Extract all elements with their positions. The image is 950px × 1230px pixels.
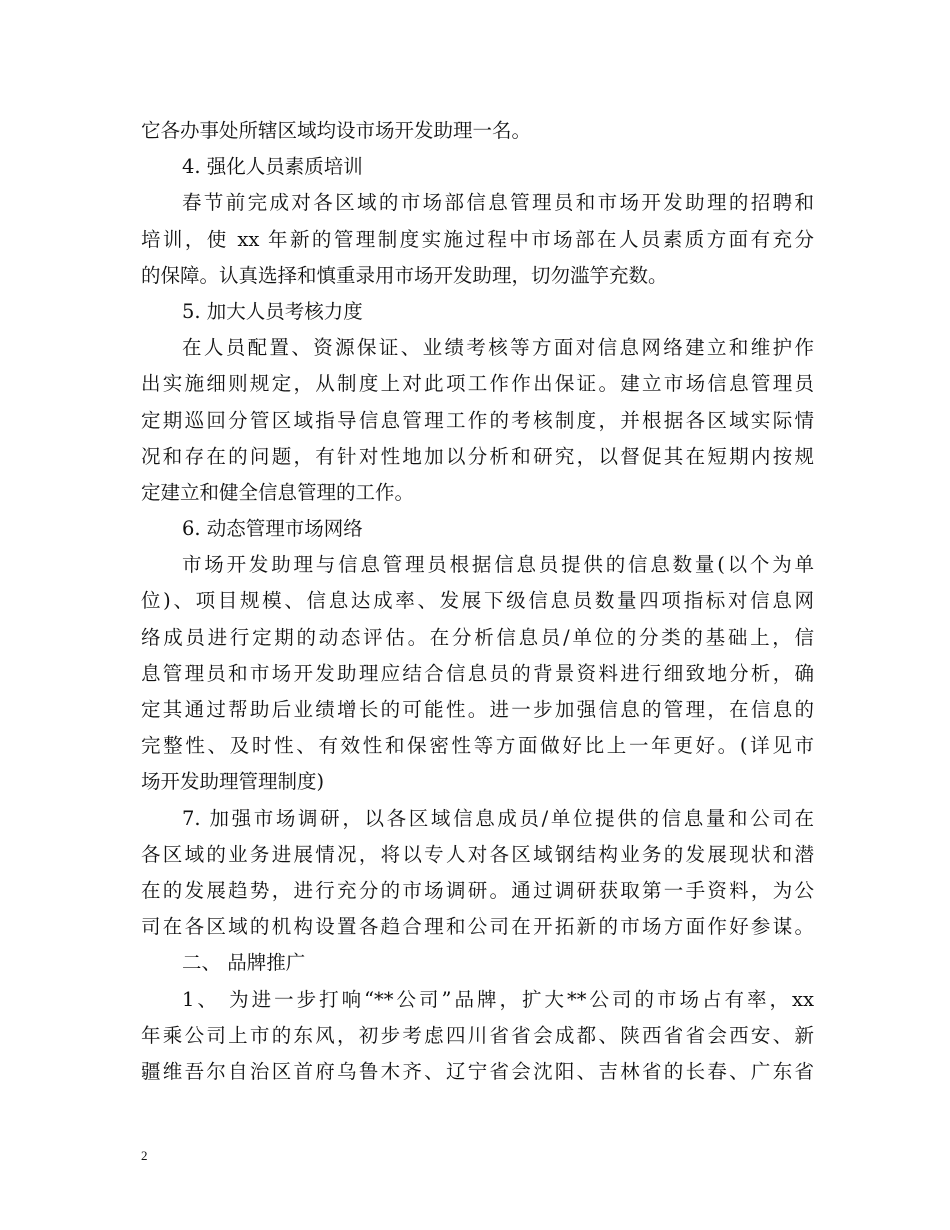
paragraph-line: 在人员配置、资源保证、业绩考核等方面对信息网络建立和维护作 [182,336,814,360]
paragraph-line: 各区域的业务进展情况，将以专人对各区域钢结构业务的发展现状和潜 [141,842,814,866]
paragraph-line: 的保障。认真选择和慎重录用市场开发助理，切勿滥竽充数。 [141,263,668,287]
section-heading: 5. 加大人员考核力度 [182,299,363,323]
paragraph-line: 场开发助理管理制度) [141,770,325,794]
paragraph-line: 定期巡回分管区域指导信息管理工作的考核制度，并根据各区域实际情 [141,408,814,432]
paragraph-line: 况和存在的问题，有针对性地加以分析和研究，以督促其在短期内按规 [141,444,814,468]
paragraph-line: 完整性、及时性、有效性和保密性等方面做好比上一年更好。(详见市 [141,734,814,758]
paragraph-line: 市场开发助理与信息管理员根据信息员提供的信息数量(以个为单 [182,553,814,577]
paragraph-line: 息管理员和市场开发助理应结合信息员的背景资料进行细致地分析，确 [141,661,814,685]
page-number: 2 [141,1148,148,1163]
paragraph-line: 年乘公司上市的东风，初步考虑四川省省会成都、陕西省省会西安、新 [141,1023,814,1047]
paragraph-line: 1、 为进一步打响“**公司”品牌，扩大**公司的市场占有率，xx [182,987,814,1011]
paragraph-line: 位)、项目规模、信息达成率、发展下级信息员数量四项指标对信息网 [141,589,814,613]
paragraph-line: 定建立和健全信息管理的工作。 [141,480,415,504]
paragraph-line: 出实施细则规定，从制度上对此项工作作出保证。建立市场信息管理员 [141,372,814,396]
paragraph-line: 司在各区域的机构设置各趋合理和公司在开拓新的市场方面作好参谋。 [141,915,814,939]
paragraph-line: 7. 加强市场调研，以各区域信息成员/单位提供的信息量和公司在 [182,806,814,830]
paragraph-line: 定其通过帮助后业绩增长的可能性。进一步加强信息的管理，在信息的 [141,698,814,721]
paragraph-line: 培训，使 xx 年新的管理制度实施过程中市场部在人员素质方面有充分 [141,227,814,251]
paragraph-line: 在的发展趋势，进行充分的市场调研。通过调研获取第一手资料，为公 [141,878,814,902]
section-heading: 4. 强化人员素质培训 [182,155,363,179]
section-heading: 6. 动态管理市场网络 [182,517,363,541]
paragraph-line: 春节前完成对各区域的市场部信息管理员和市场开发助理的招聘和 [182,191,814,215]
paragraph-line: 疆维吾尔自治区首府乌鲁木齐、辽宁省会沈阳、吉林省的长春、广东省 [141,1059,814,1083]
paragraph-line: 络成员进行定期的动态评估。在分析信息员/单位的分类的基础上，信 [141,625,814,649]
paragraph-line: 它各办事处所辖区域均设市场开发助理一名。 [141,119,532,142]
document-body [141,113,814,1090]
section-heading: 二、 品牌推广 [182,951,306,975]
